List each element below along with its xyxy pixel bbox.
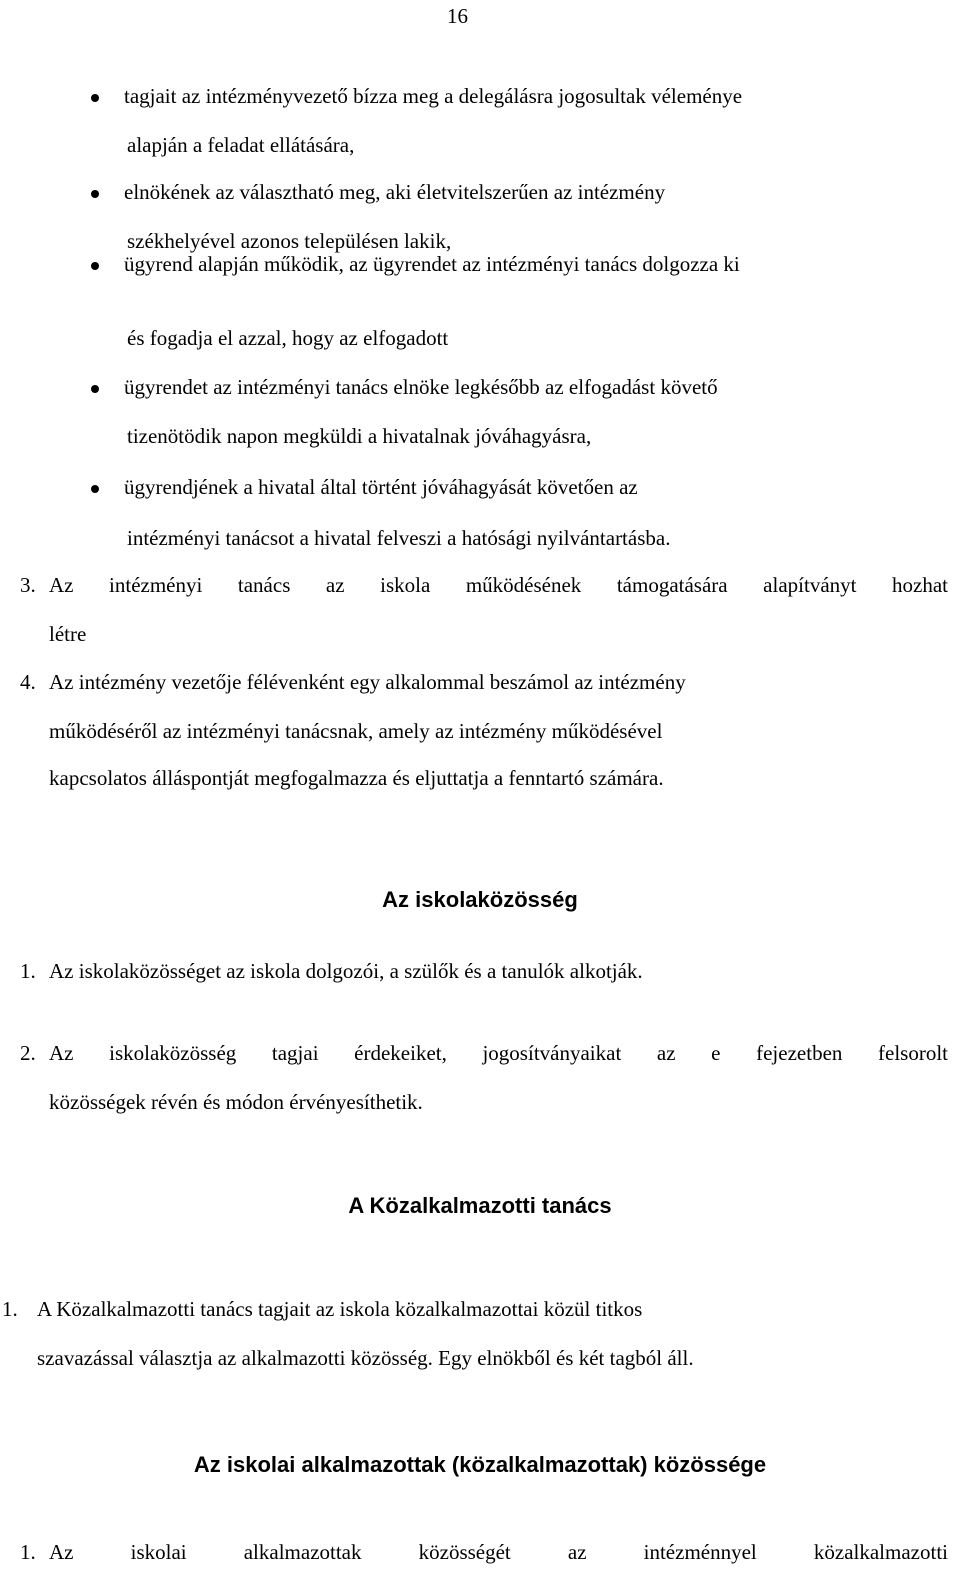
section-2-item-1-line-1: A Közalkalmazotti tanács tagjait az iskola közalkalmazottai közül titkos bbox=[37, 1297, 643, 1321]
item-3-line-1: Az intézményi tanács az iskola működésének támogatására alapítványt hozhat bbox=[49, 573, 948, 597]
bullet-5-line-2: intézményi tanácsot a hivatal felveszi a hatósági nyilvántartásba. bbox=[127, 526, 671, 550]
bullet-2-line-2: székhelyével azonos településen lakik, bbox=[127, 229, 452, 253]
section-heading-iskolakozosseg: Az iskolaközösség bbox=[382, 887, 578, 912]
section-1-item-2-line-2: közösségek révén és módon érvényesíthetik. bbox=[49, 1090, 423, 1114]
bullet-1-line-2: alapján a feladat ellátására, bbox=[127, 133, 355, 157]
bullet-dot bbox=[91, 190, 99, 198]
section-2-item-1-number: 1. bbox=[2, 1297, 18, 1321]
bullet-dot bbox=[91, 485, 99, 493]
section-1-item-2-number: 2. bbox=[20, 1041, 36, 1065]
item-4-line-2: működéséről az intézményi tanácsnak, amely az intézmény működésével bbox=[49, 719, 663, 743]
item-4-line-1: Az intézmény vezetője félévenként egy alkalommal beszámol az intézmény bbox=[49, 670, 686, 694]
bullet-dot bbox=[91, 94, 99, 102]
section-1-item-2-line-1: Az iskolaközösség tagjai érdekeiket, jogosítványaikat az e fejezetben felsorolt bbox=[49, 1041, 948, 1065]
section-1-item-1-number: 1. bbox=[20, 959, 36, 983]
section-3-item-1-text: Az iskolai alkalmazottak közösségét az intézménnyel közalkalmazotti bbox=[49, 1540, 948, 1564]
item-3-line-2: létre bbox=[49, 622, 87, 646]
bullet-4-line-1: ügyrendet az intézményi tanács elnöke legkésőbb az elfogadást követő bbox=[124, 375, 718, 399]
section-2-item-1-line-2: szavazással választja az alkalmazotti közösség. Egy elnökből és két tagból áll. bbox=[37, 1346, 694, 1370]
item-4-number: 4. bbox=[20, 670, 36, 694]
bullet-1-line-1: tagjait az intézményvezető bízza meg a delegálásra jogosultak véleménye bbox=[124, 84, 743, 108]
bullet-dot bbox=[91, 385, 99, 393]
bullet-dot bbox=[91, 262, 99, 270]
item-3-number: 3. bbox=[20, 573, 36, 597]
section-heading-iskolai-alkalmazottak: Az iskolai alkalmazottak (közalkalmazottak) közössége bbox=[193, 1452, 767, 1477]
section-heading-kozalkalmazotti-tanacs: A Közalkalmazotti tanács bbox=[348, 1193, 612, 1218]
section-1-item-1-text: Az iskolaközösséget az iskola dolgozói, a szülők és a tanulók alkotják. bbox=[49, 959, 643, 983]
item-4-line-3: kapcsolatos álláspontját megfogalmazza és eljuttatja a fenntartó számára. bbox=[49, 766, 664, 790]
bullet-3-line-1: ügyrend alapján működik, az ügyrendet az intézményi tanács dolgozza ki bbox=[124, 252, 740, 276]
bullet-4-line-2: tizenötödik napon megküldi a hivatalnak jóváhagyásra, bbox=[127, 424, 592, 448]
bullet-5-line-1: ügyrendjének a hivatal által történt jóváhagyását követően az bbox=[124, 475, 638, 499]
section-3-item-1-number: 1. bbox=[20, 1540, 36, 1564]
bullet-3-line-2: és fogadja el azzal, hogy az elfogadott bbox=[127, 326, 449, 350]
bullet-2-line-1: elnökének az választható meg, aki életvitelszerűen az intézmény bbox=[124, 180, 666, 204]
page-number: 16 bbox=[447, 4, 468, 28]
